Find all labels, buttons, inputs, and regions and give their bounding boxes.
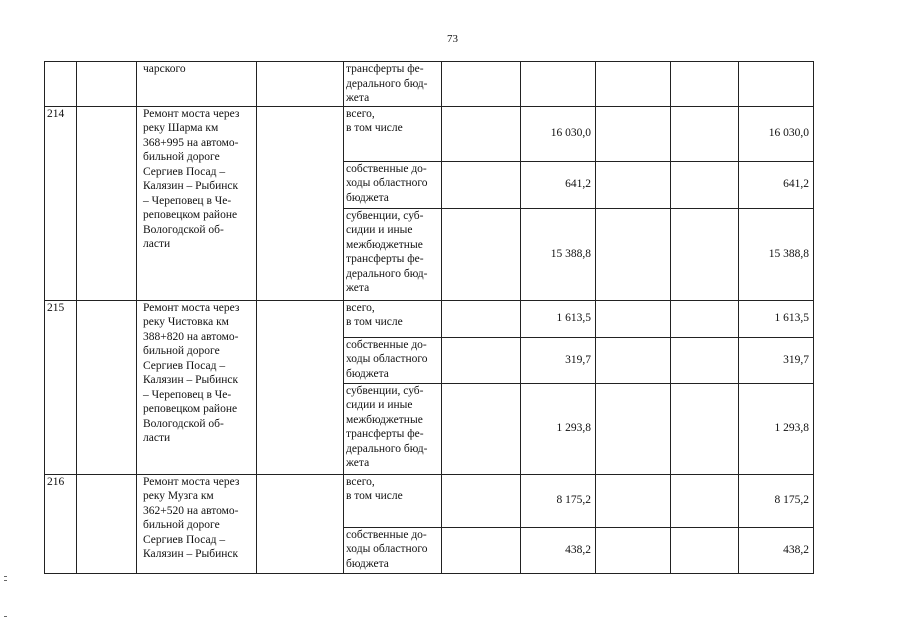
table-row <box>45 106 814 161</box>
amount-total: 641,2 <box>739 161 814 208</box>
amount-total: 15 388,8 <box>739 208 814 300</box>
amount-value: 438,2 <box>521 527 596 573</box>
funding-source-label: субвенции, суб- сидии и иные межбюджетные трансферты фе- дерального бюд- жета <box>344 208 442 300</box>
row-number: 214 <box>45 106 77 300</box>
amount-value: 319,7 <box>521 337 596 383</box>
empty-cell <box>596 527 671 573</box>
empty-cell <box>671 208 739 300</box>
table-row <box>45 300 814 337</box>
funding-source-label: всего, в том числе <box>344 474 442 527</box>
empty-cell <box>671 337 739 383</box>
object-name: Ремонт моста через реку Шарма км 368+995 на автомо- бильной дороге Сергиев Посад – Калязин – Рыбинск – Череповец в Че- реповецком районе Вологодской об- ласти <box>137 106 257 300</box>
empty-cell <box>442 62 521 107</box>
amount-total: 438,2 <box>739 527 814 573</box>
empty-cell <box>596 337 671 383</box>
empty-cell <box>442 106 521 161</box>
amount-total: 8 175,2 <box>739 474 814 527</box>
empty-cell <box>442 474 521 527</box>
empty-cell <box>257 474 344 573</box>
amount-total <box>739 62 814 107</box>
empty-cell <box>596 383 671 474</box>
empty-cell <box>77 300 137 474</box>
empty-cell <box>596 474 671 527</box>
object-name: Ремонт моста через реку Чистовка км 388+820 на автомо- бильной дороге Сергиев Посад – Калязин – Рыбинск – Череповец в Че- реповецком районе Вологодской об- ласти <box>137 300 257 474</box>
page-number: 73 <box>447 33 458 45</box>
empty-cell <box>671 106 739 161</box>
amount-total: 319,7 <box>739 337 814 383</box>
amount-value: 16 030,0 <box>521 106 596 161</box>
amount-value: 1 613,5 <box>521 300 596 337</box>
empty-cell <box>257 300 344 474</box>
row-number <box>45 62 77 107</box>
scan-artifact <box>4 580 7 581</box>
empty-cell <box>671 527 739 573</box>
empty-cell <box>671 383 739 474</box>
object-name: Ремонт моста через реку Музга км 362+520 на автомо- бильной дороге Сергиев Посад – Калязин – Рыбинск <box>137 474 257 573</box>
funding-source-label: трансферты фе- дерального бюд- жета <box>344 62 442 107</box>
amount-value: 641,2 <box>521 161 596 208</box>
empty-cell <box>442 208 521 300</box>
budget-table <box>44 61 814 574</box>
empty-cell <box>442 337 521 383</box>
empty-cell <box>671 474 739 527</box>
empty-cell <box>257 62 344 107</box>
empty-cell <box>442 161 521 208</box>
empty-cell <box>671 161 739 208</box>
table-row <box>45 62 814 107</box>
empty-cell <box>77 474 137 573</box>
row-number: 216 <box>45 474 77 573</box>
empty-cell <box>596 106 671 161</box>
funding-source-label: собственные до- ходы областного бюджета <box>344 337 442 383</box>
empty-cell <box>442 383 521 474</box>
amount-value: 1 293,8 <box>521 383 596 474</box>
empty-cell <box>596 62 671 107</box>
empty-cell <box>596 161 671 208</box>
amount-value <box>521 62 596 107</box>
amount-total: 1 613,5 <box>739 300 814 337</box>
empty-cell <box>596 300 671 337</box>
scan-artifact <box>4 576 7 577</box>
amount-total: 16 030,0 <box>739 106 814 161</box>
empty-cell <box>77 62 137 107</box>
amount-value: 15 388,8 <box>521 208 596 300</box>
table-body <box>45 62 814 574</box>
funding-source-label: всего, в том числе <box>344 106 442 161</box>
empty-cell <box>77 106 137 300</box>
empty-cell <box>596 208 671 300</box>
empty-cell <box>257 106 344 300</box>
empty-cell <box>442 300 521 337</box>
funding-source-label: субвенции, суб- сидии и иные межбюджетные трансферты фе- дерального бюд- жета <box>344 383 442 474</box>
empty-cell <box>442 527 521 573</box>
scan-artifact <box>4 616 7 617</box>
object-name: чарского <box>137 62 257 107</box>
empty-cell <box>671 62 739 107</box>
funding-source-label: всего, в том числе <box>344 300 442 337</box>
amount-total: 1 293,8 <box>739 383 814 474</box>
table-row <box>45 474 814 527</box>
funding-source-label: собственные до- ходы областного бюджета <box>344 527 442 573</box>
amount-value: 8 175,2 <box>521 474 596 527</box>
row-number: 215 <box>45 300 77 474</box>
empty-cell <box>671 300 739 337</box>
funding-source-label: собственные до- ходы областного бюджета <box>344 161 442 208</box>
